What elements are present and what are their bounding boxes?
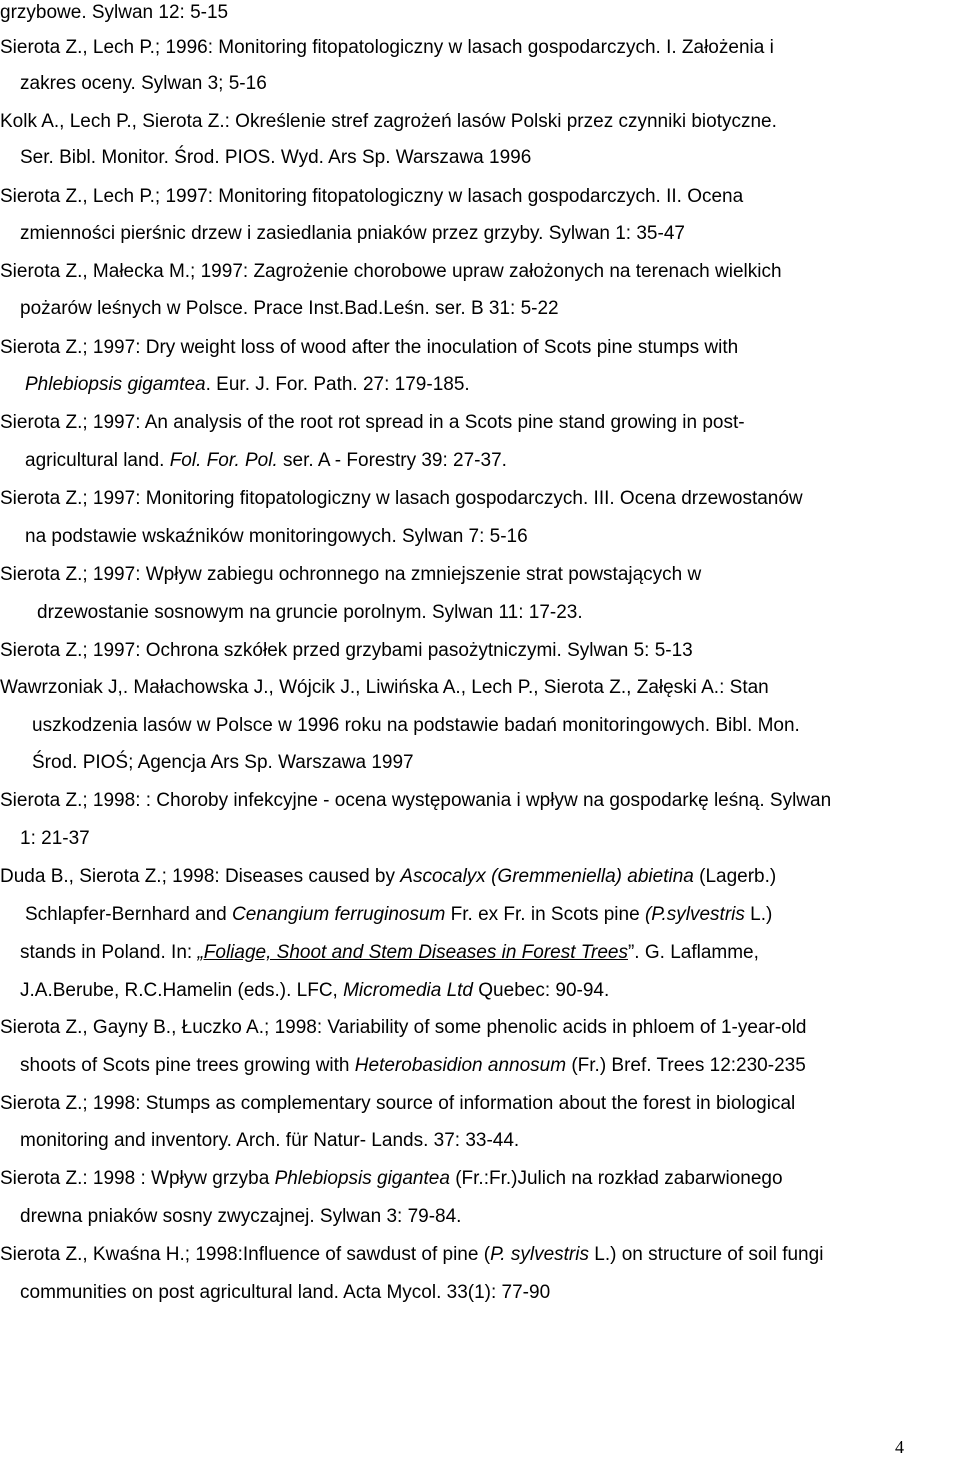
- reference-text: Phlebiopsis gigamtea: [25, 374, 206, 395]
- reference-line: [25, 526, 528, 548]
- reference-line: [20, 223, 685, 245]
- reference-text: Sierota Z.; 1997: Ochrona szkółek przed grzybami pasożytniczymi. Sylwan 5: 5-13: [0, 640, 693, 661]
- reference-text: . Eur. J. For. Path. 27: 179-185.: [205, 374, 470, 395]
- reference-line: [20, 1130, 519, 1152]
- reference-line: [0, 111, 777, 133]
- reference-text: Sierota Z.; 1997: Monitoring fitopatologiczny w lasach gospodarczych. III. Ocena drzewostanów: [0, 488, 803, 509]
- reference-line: [0, 2, 228, 24]
- reference-line: [0, 790, 831, 812]
- reference-line: [0, 1093, 795, 1115]
- reference-text: Ascocalyx (Gremmeniella) abietina: [400, 866, 694, 887]
- reference-text: Phlebiopsis gigantea: [274, 1168, 450, 1189]
- reference-text: pożarów leśnych w Polsce. Prace Inst.Bad.Leśn. ser. B 31: 5-22: [20, 298, 559, 319]
- reference-text: „Foliage, Shoot and Stem Diseases in Forest Trees: [197, 942, 628, 963]
- reference-line: [0, 412, 745, 434]
- reference-line: [25, 374, 470, 396]
- reference-line: [20, 942, 759, 964]
- reference-line: [20, 1206, 461, 1228]
- reference-text: shoots of Scots pine trees growing with: [20, 1055, 355, 1076]
- reference-text: Duda B., Sierota Z.; 1998: Diseases caused by: [0, 866, 401, 887]
- reference-text: communities on post agricultural land. Acta Mycol. 33(1): 77-90: [20, 1282, 551, 1303]
- reference-line: [0, 186, 743, 208]
- reference-line: [0, 488, 803, 510]
- reference-line: [20, 1282, 550, 1304]
- reference-text: (Fr.) Bref. Trees 12:230-235: [566, 1055, 806, 1076]
- reference-text: Sierota Z., Małecka M.; 1997: Zagrożenie chorobowe upraw założonych na terenach wielkich: [0, 261, 782, 282]
- reference-line: [0, 564, 701, 586]
- reference-text: Sierota Z., Lech P.; 1996: Monitoring fitopatologiczny w lasach gospodarczych. I. Założenia i: [0, 37, 774, 58]
- reference-text: stands in Poland. In:: [20, 942, 198, 963]
- reference-line: [20, 1055, 806, 1077]
- reference-text: grzybowe. Sylwan 12: 5-15: [0, 2, 229, 23]
- reference-line: [20, 298, 559, 320]
- reference-text: (Lagerb.): [693, 866, 777, 887]
- reference-text: ”. G. Laflamme,: [627, 942, 759, 963]
- reference-text: Cenangium ferruginosum: [232, 904, 446, 925]
- reference-line: [32, 715, 800, 737]
- reference-line: [20, 828, 90, 850]
- reference-text: drewna pniaków sosny zwyczajnej. Sylwan 3: 79-84.: [20, 1206, 462, 1227]
- reference-text: Sierota Z.: 1998 : Wpływ grzyba: [0, 1168, 275, 1189]
- reference-line: [0, 37, 774, 59]
- reference-text: Sierota Z., Kwaśna H.; 1998:Influence of sawdust of pine (: [0, 1244, 491, 1265]
- reference-text: na podstawie wskaźników monitoringowych. Sylwan 7: 5-16: [25, 526, 528, 547]
- reference-line: [25, 450, 507, 472]
- reference-text: Sierota Z.; 1997: Wpływ zabiegu ochronnego na zmniejszenie strat powstających w: [0, 564, 702, 585]
- reference-line: [20, 980, 609, 1002]
- reference-text: Sierota Z.; 1998: : Choroby infekcyjne - ocena występowania i wpływ na gospodarkę leśną. Sylwan: [0, 790, 832, 811]
- reference-line: [0, 866, 776, 888]
- reference-text: Fol. For. Pol.: [169, 450, 278, 471]
- reference-text: Micromedia Ltd: [343, 980, 473, 1001]
- reference-text: Sierota Z., Gayny B., Łuczko A.; 1998: Variability of some phenolic acids in phloem of 1-year-old: [0, 1017, 807, 1038]
- reference-text: Heterobasidion annosum: [354, 1055, 567, 1076]
- reference-text: 1: 21-37: [20, 828, 90, 849]
- reference-line: [0, 261, 782, 283]
- reference-line: [20, 73, 267, 95]
- reference-line: [0, 1017, 807, 1039]
- reference-text: Fr. ex Fr. in Scots pine: [445, 904, 645, 925]
- reference-text: Sierota Z., Lech P.; 1997: Monitoring fitopatologiczny w lasach gospodarczych. II. Ocena: [0, 186, 744, 207]
- reference-text: Ser. Bibl. Monitor. Środ. PIOS. Wyd. Ars Sp. Warszawa 1996: [20, 147, 532, 168]
- reference-text: zmienności pierśnic drzew i zasiedlania pniaków przez grzyby. Sylwan 1: 35-47: [20, 223, 685, 244]
- reference-text: L.): [744, 904, 773, 925]
- reference-text: Sierota Z.; 1998: Stumps as complementary source of information about the forest in biological: [0, 1093, 796, 1114]
- reference-line: [20, 147, 531, 169]
- reference-text: J.A.Berube, R.C.Hamelin (eds.). LFC,: [20, 980, 344, 1001]
- reference-text: (P.sylvestris: [644, 904, 745, 925]
- reference-line: [25, 904, 772, 926]
- reference-line: [32, 752, 414, 774]
- reference-text: P. sylvestris: [490, 1244, 589, 1265]
- reference-text: agricultural land.: [25, 450, 170, 471]
- page-number: 4: [895, 1437, 904, 1457]
- reference-text: Schlapfer-Bernhard and: [25, 904, 233, 925]
- reference-text: monitoring and inventory. Arch. für Natur- Lands. 37: 33-44.: [20, 1130, 520, 1151]
- reference-text: uszkodzenia lasów w Polsce w 1996 roku na podstawie badań monitoringowych. Bibl. Mon.: [32, 715, 800, 736]
- reference-line: [0, 1244, 823, 1266]
- reference-line: [0, 337, 738, 359]
- reference-text: Quebec: 90-94.: [473, 980, 610, 1001]
- reference-line: [37, 602, 583, 624]
- reference-text: ser. A - Forestry 39: 27-37.: [277, 450, 507, 471]
- reference-text: Sierota Z.; 1997: Dry weight loss of wood after the inoculation of Scots pine stumps with: [0, 337, 739, 358]
- reference-line: [0, 640, 693, 662]
- reference-text: L.) on structure of soil fungi: [588, 1244, 824, 1265]
- reference-text: Wawrzoniak J,. Małachowska J., Wójcik J., Liwińska A., Lech P., Sierota Z., Załęski A.: Stan: [0, 677, 769, 698]
- reference-text: Środ. PIOŚ; Agencja Ars Sp. Warszawa 1997: [32, 752, 414, 773]
- reference-text: Sierota Z.; 1997: An analysis of the root rot spread in a Scots pine stand growing in post-: [0, 412, 745, 433]
- reference-text: Kolk A., Lech P., Sierota Z.: Określenie stref zagrożeń lasów Polski przez czynniki biotyczne.: [0, 111, 777, 132]
- reference-line: [0, 677, 769, 699]
- reference-text: zakres oceny. Sylwan 3; 5-16: [20, 73, 267, 94]
- reference-line: [0, 1168, 783, 1190]
- reference-text: (Fr.:Fr.)Julich na rozkład zabarwionego: [449, 1168, 783, 1189]
- reference-text: drzewostanie sosnowym na gruncie porolnym. Sylwan 11: 17-23.: [37, 602, 583, 623]
